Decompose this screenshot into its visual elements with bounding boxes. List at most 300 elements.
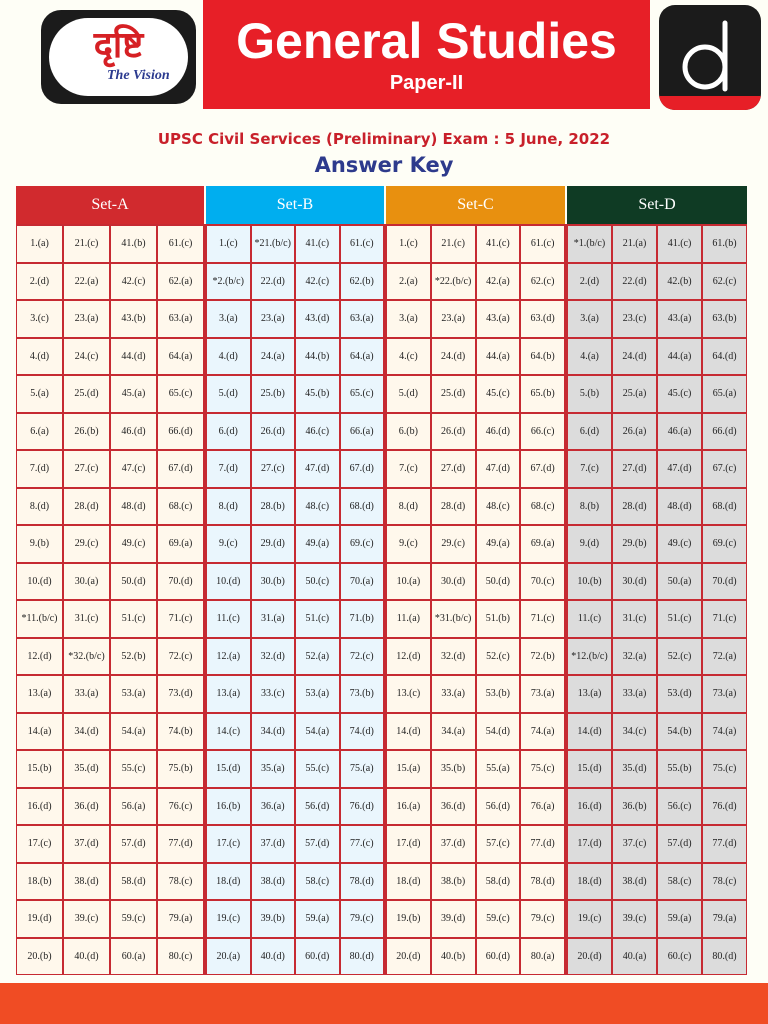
answer-cell: 52.(b)	[111, 639, 156, 675]
answer-cell: 8.(b)	[568, 489, 611, 525]
answer-cell: 52.(a)	[296, 639, 339, 675]
answer-cell: 49.(a)	[296, 526, 339, 562]
answer-cell: 23.(a)	[64, 301, 109, 337]
drishti-d-icon	[659, 5, 761, 110]
answer-cell: 41.(c)	[477, 226, 520, 262]
answer-cell: 50.(d)	[111, 564, 156, 600]
answer-cell: 39.(b)	[252, 901, 295, 937]
answer-cell: 29.(c)	[432, 526, 475, 562]
answer-cell: 18.(b)	[17, 864, 62, 900]
footer-bar	[0, 983, 768, 1024]
answer-cell: 37.(d)	[64, 826, 109, 862]
answer-cell: 11.(a)	[387, 601, 430, 637]
answer-cell: 13.(a)	[17, 676, 62, 712]
answer-cell: 80.(d)	[703, 939, 746, 975]
answer-cell: 10.(d)	[207, 564, 250, 600]
answer-cell: 35.(d)	[613, 751, 656, 787]
answer-cell: 23.(c)	[613, 301, 656, 337]
answer-cell: 67.(c)	[703, 451, 746, 487]
answer-cell: 60.(d)	[296, 939, 339, 975]
answer-cell: 56.(d)	[296, 789, 339, 825]
answer-cell: 66.(d)	[703, 414, 746, 450]
answer-cell: 4.(d)	[17, 339, 62, 375]
answer-cell: 17.(c)	[17, 826, 62, 862]
set-header-row	[16, 186, 747, 224]
answer-cell: 17.(d)	[387, 826, 430, 862]
answer-cell: 44.(a)	[658, 339, 701, 375]
answer-cell: 50.(c)	[296, 564, 339, 600]
answer-cell: 2.(d)	[568, 264, 611, 300]
answer-cell: 34.(d)	[252, 714, 295, 750]
answer-cell: 75.(a)	[341, 751, 384, 787]
answer-cell: 67.(d)	[521, 451, 564, 487]
answer-cell: 25.(d)	[64, 376, 109, 412]
answer-cell: 5.(a)	[17, 376, 62, 412]
answer-cell: 29.(d)	[252, 526, 295, 562]
answer-cell: 3.(a)	[207, 301, 250, 337]
answer-cell: 37.(d)	[432, 826, 475, 862]
answer-cell: 71.(b)	[341, 601, 384, 637]
answer-cell: *1.(b/c)	[568, 226, 611, 262]
answer-cell: 46.(a)	[658, 414, 701, 450]
answer-cell: 3.(a)	[387, 301, 430, 337]
answer-cell: 15.(d)	[207, 751, 250, 787]
answer-cell: 71.(c)	[158, 601, 203, 637]
answer-cell: 80.(d)	[341, 939, 384, 975]
answer-cell: 73.(a)	[521, 676, 564, 712]
answer-cell: 47.(d)	[658, 451, 701, 487]
answer-cell: 76.(d)	[703, 789, 746, 825]
answer-cell: 51.(c)	[658, 601, 701, 637]
answer-cell: 62.(c)	[521, 264, 564, 300]
answer-cell: 66.(d)	[158, 414, 203, 450]
answer-cell: 20.(b)	[17, 939, 62, 975]
answer-cell: 61.(c)	[341, 226, 384, 262]
answer-cell: 29.(b)	[613, 526, 656, 562]
answer-cell: 6.(d)	[207, 414, 250, 450]
answer-cell: 59.(c)	[477, 901, 520, 937]
answer-cell: 61.(c)	[158, 226, 203, 262]
answer-cell: 53.(d)	[658, 676, 701, 712]
logo-tagline: The Vision	[107, 68, 170, 83]
answer-cell: 31.(c)	[613, 601, 656, 637]
answer-cell: 16.(a)	[387, 789, 430, 825]
answer-cell: 26.(a)	[613, 414, 656, 450]
answer-cell: 5.(d)	[387, 376, 430, 412]
answer-cell: 59.(a)	[658, 901, 701, 937]
answer-cell: 36.(d)	[432, 789, 475, 825]
answer-cell: 24.(c)	[64, 339, 109, 375]
answer-cell: 67.(d)	[341, 451, 384, 487]
answer-cell: 22.(a)	[64, 264, 109, 300]
answer-cell: 45.(b)	[296, 376, 339, 412]
page-subtitle: Paper-II	[389, 72, 464, 94]
answer-cell: 73.(b)	[341, 676, 384, 712]
answer-cell: 39.(c)	[64, 901, 109, 937]
answer-cell: 34.(a)	[432, 714, 475, 750]
answer-cell: 54.(a)	[111, 714, 156, 750]
answer-cell: 19.(d)	[17, 901, 62, 937]
answer-cell: 5.(b)	[568, 376, 611, 412]
answer-cell: 17.(d)	[568, 826, 611, 862]
answer-cell: 19.(c)	[207, 901, 250, 937]
answer-cell: 72.(b)	[521, 639, 564, 675]
answer-cell: 72.(c)	[341, 639, 384, 675]
answer-cell: 13.(c)	[387, 676, 430, 712]
answer-cell: 3.(a)	[568, 301, 611, 337]
answer-cell: 3.(c)	[17, 301, 62, 337]
answer-cell: 36.(a)	[252, 789, 295, 825]
answer-cell: 9.(d)	[568, 526, 611, 562]
answer-cell: 66.(a)	[341, 414, 384, 450]
answer-cell: 5.(d)	[207, 376, 250, 412]
answer-cell: 55.(a)	[477, 751, 520, 787]
answer-cell: 57.(c)	[477, 826, 520, 862]
answer-cell: 50.(a)	[658, 564, 701, 600]
answer-cell: 40.(b)	[432, 939, 475, 975]
answer-cell: 30.(d)	[432, 564, 475, 600]
answer-cell: 24.(d)	[432, 339, 475, 375]
answer-cell: 75.(b)	[158, 751, 203, 787]
answer-cell: 46.(d)	[477, 414, 520, 450]
answer-cell: 33.(a)	[64, 676, 109, 712]
answer-cell: 25.(d)	[432, 376, 475, 412]
answer-cell: 67.(d)	[158, 451, 203, 487]
answer-cell: 4.(d)	[207, 339, 250, 375]
answer-cell: 26.(b)	[64, 414, 109, 450]
set-header-set-b: Set-B	[206, 186, 384, 224]
answer-cell: 37.(d)	[252, 826, 295, 862]
answer-cell: 33.(c)	[252, 676, 295, 712]
answer-cell: 8.(d)	[387, 489, 430, 525]
answer-cell: 10.(d)	[17, 564, 62, 600]
answer-cell: 26.(d)	[432, 414, 475, 450]
answer-cell: 24.(d)	[613, 339, 656, 375]
answer-cell: *22.(b/c)	[432, 264, 475, 300]
answer-cell: 48.(c)	[477, 489, 520, 525]
logo-hindi-text: दृष्टि	[93, 25, 144, 66]
answer-cell: 6.(a)	[17, 414, 62, 450]
drishti-logo	[41, 10, 196, 104]
answer-cell: 70.(c)	[521, 564, 564, 600]
answer-cell: 64.(a)	[341, 339, 384, 375]
answer-cell: 52.(c)	[658, 639, 701, 675]
answer-cell: 40.(a)	[613, 939, 656, 975]
answer-cell: 54.(a)	[296, 714, 339, 750]
answer-cell: 43.(b)	[111, 301, 156, 337]
answer-cell: 59.(a)	[296, 901, 339, 937]
answer-cell: 80.(c)	[158, 939, 203, 975]
answer-cell: 70.(a)	[341, 564, 384, 600]
answer-cell: 27.(d)	[613, 451, 656, 487]
answer-cell: 72.(c)	[158, 639, 203, 675]
answer-cell: 37.(c)	[613, 826, 656, 862]
answer-cell: 22.(d)	[613, 264, 656, 300]
answer-cell: 53.(b)	[477, 676, 520, 712]
answer-cell: 75.(c)	[521, 751, 564, 787]
answer-cell: 10.(b)	[568, 564, 611, 600]
answer-cell: 42.(c)	[111, 264, 156, 300]
answer-cell: 7.(d)	[207, 451, 250, 487]
answer-cell: 49.(c)	[658, 526, 701, 562]
set-header-set-a: Set-A	[16, 186, 204, 224]
answer-cell: 51.(b)	[477, 601, 520, 637]
answer-cell: 14.(c)	[207, 714, 250, 750]
answer-cell: 78.(d)	[521, 864, 564, 900]
answer-cell: 14.(d)	[387, 714, 430, 750]
answer-cell: 9.(c)	[207, 526, 250, 562]
answer-cell: 21.(c)	[64, 226, 109, 262]
answer-cell: 69.(a)	[521, 526, 564, 562]
answer-cell: 4.(a)	[568, 339, 611, 375]
answer-cell: 80.(a)	[521, 939, 564, 975]
answer-cell: 25.(b)	[252, 376, 295, 412]
header	[0, 0, 768, 118]
answer-cell: 41.(c)	[296, 226, 339, 262]
answer-cell: 48.(d)	[658, 489, 701, 525]
answer-cell: 63.(d)	[521, 301, 564, 337]
answer-cell: 69.(c)	[341, 526, 384, 562]
answer-cell: 49.(a)	[477, 526, 520, 562]
answer-cell: 8.(d)	[207, 489, 250, 525]
answer-cell: 45.(c)	[477, 376, 520, 412]
answer-cell: 28.(d)	[432, 489, 475, 525]
answer-cell: 6.(d)	[568, 414, 611, 450]
answer-cell: 71.(c)	[521, 601, 564, 637]
answer-cell: 79.(a)	[703, 901, 746, 937]
answer-cell: 18.(d)	[387, 864, 430, 900]
answer-cell: 69.(a)	[158, 526, 203, 562]
answer-cell: 74.(a)	[703, 714, 746, 750]
answer-cell: 53.(a)	[296, 676, 339, 712]
answer-cell: 58.(c)	[296, 864, 339, 900]
page-title: General Studies	[236, 13, 617, 69]
answer-cell: 44.(d)	[111, 339, 156, 375]
answer-cell: 46.(c)	[296, 414, 339, 450]
answer-cell: 43.(d)	[296, 301, 339, 337]
answer-cell: 61.(b)	[703, 226, 746, 262]
answer-cell: 65.(c)	[341, 376, 384, 412]
answer-cell: 79.(a)	[158, 901, 203, 937]
answer-cell: 4.(c)	[387, 339, 430, 375]
answer-cell: 43.(a)	[658, 301, 701, 337]
answer-cell: 20.(a)	[207, 939, 250, 975]
answer-cell: 56.(d)	[477, 789, 520, 825]
answer-cell: 56.(a)	[111, 789, 156, 825]
answer-cell: 51.(c)	[111, 601, 156, 637]
answer-cell: 68.(c)	[158, 489, 203, 525]
answer-cell: *12.(b/c)	[568, 639, 611, 675]
answer-cell: 70.(d)	[703, 564, 746, 600]
answer-cell: 28.(d)	[613, 489, 656, 525]
answer-cell: 42.(a)	[477, 264, 520, 300]
answer-cell: 75.(c)	[703, 751, 746, 787]
answer-cell: 52.(c)	[477, 639, 520, 675]
answer-cell: 40.(d)	[252, 939, 295, 975]
set-header-set-c: Set-C	[386, 186, 565, 224]
answer-cell: 1.(c)	[207, 226, 250, 262]
answer-cell: 31.(a)	[252, 601, 295, 637]
answer-cell: 34.(d)	[64, 714, 109, 750]
answer-cell: 21.(a)	[613, 226, 656, 262]
answer-cell: 51.(c)	[296, 601, 339, 637]
answer-cell: 2.(d)	[17, 264, 62, 300]
answer-cell: 57.(d)	[658, 826, 701, 862]
answer-cell: 36.(d)	[64, 789, 109, 825]
answer-cell: 32.(a)	[613, 639, 656, 675]
answer-cell: 30.(d)	[613, 564, 656, 600]
answer-cell: 29.(c)	[64, 526, 109, 562]
answer-cell: 14.(a)	[17, 714, 62, 750]
answer-cell: 10.(a)	[387, 564, 430, 600]
answer-cell: 36.(b)	[613, 789, 656, 825]
answer-cell: 38.(b)	[432, 864, 475, 900]
answer-cell: 28.(b)	[252, 489, 295, 525]
answer-cell: 18.(d)	[568, 864, 611, 900]
answer-cell: 11.(c)	[568, 601, 611, 637]
answer-cell: 28.(d)	[64, 489, 109, 525]
answer-cell: 54.(d)	[477, 714, 520, 750]
answer-cell: 57.(d)	[111, 826, 156, 862]
answer-cell: 6.(b)	[387, 414, 430, 450]
answer-cell: 57.(d)	[296, 826, 339, 862]
answer-cell: 22.(d)	[252, 264, 295, 300]
answer-cell: 7.(d)	[17, 451, 62, 487]
answer-cell: 13.(a)	[207, 676, 250, 712]
answer-cell: 58.(d)	[111, 864, 156, 900]
answer-cell: 64.(d)	[703, 339, 746, 375]
answer-cell: 19.(b)	[387, 901, 430, 937]
answer-cell: *2.(b/c)	[207, 264, 250, 300]
title-banner	[203, 0, 650, 109]
answer-cell: 48.(d)	[111, 489, 156, 525]
answer-cell: 58.(c)	[658, 864, 701, 900]
answer-cell: 62.(b)	[341, 264, 384, 300]
answer-cell: 25.(a)	[613, 376, 656, 412]
answer-cell: 35.(a)	[252, 751, 295, 787]
answer-cell: 78.(d)	[341, 864, 384, 900]
set-header-set-d: Set-D	[567, 186, 747, 224]
answer-cell: 39.(c)	[613, 901, 656, 937]
answer-cell: 42.(b)	[658, 264, 701, 300]
answer-cell: 44.(a)	[477, 339, 520, 375]
answer-cell: 69.(c)	[703, 526, 746, 562]
answer-cell: 27.(d)	[432, 451, 475, 487]
answer-cell: 12.(d)	[17, 639, 62, 675]
answer-cell: 77.(d)	[158, 826, 203, 862]
answer-cell: 62.(a)	[158, 264, 203, 300]
answer-cell: 34.(c)	[613, 714, 656, 750]
answer-cell: 77.(d)	[521, 826, 564, 862]
answer-cell: 26.(d)	[252, 414, 295, 450]
answer-cell: 62.(c)	[703, 264, 746, 300]
answer-cell: 30.(b)	[252, 564, 295, 600]
answer-cell: 7.(c)	[387, 451, 430, 487]
answer-cell: 47.(d)	[477, 451, 520, 487]
answer-cell: 77.(c)	[341, 826, 384, 862]
answer-cell: 12.(d)	[387, 639, 430, 675]
answer-cell: 64.(a)	[158, 339, 203, 375]
answer-cell: 35.(b)	[432, 751, 475, 787]
answer-cell: 23.(a)	[252, 301, 295, 337]
answer-cell: 49.(c)	[111, 526, 156, 562]
answer-cell: *21.(b/c)	[252, 226, 295, 262]
answer-cell: 30.(a)	[64, 564, 109, 600]
answer-cell: 38.(d)	[252, 864, 295, 900]
answer-cell: 42.(c)	[296, 264, 339, 300]
answer-cell: *11.(b/c)	[17, 601, 62, 637]
answer-cell: 47.(d)	[296, 451, 339, 487]
answer-cell: 50.(d)	[477, 564, 520, 600]
answer-cell: 74.(b)	[158, 714, 203, 750]
answer-cell: 9.(c)	[387, 526, 430, 562]
answer-cell: 68.(d)	[703, 489, 746, 525]
answer-cell: 21.(c)	[432, 226, 475, 262]
answer-cell: 40.(d)	[64, 939, 109, 975]
answer-cell: 66.(c)	[521, 414, 564, 450]
answer-cell: 58.(d)	[477, 864, 520, 900]
answer-key-heading: Answer Key	[314, 153, 454, 177]
answer-cell: 48.(c)	[296, 489, 339, 525]
answer-cell: 73.(a)	[703, 676, 746, 712]
answer-cell: 45.(a)	[111, 376, 156, 412]
answer-cell: 20.(d)	[387, 939, 430, 975]
answer-cell: 1.(a)	[17, 226, 62, 262]
answer-cell: 64.(b)	[521, 339, 564, 375]
answer-cell: 15.(a)	[387, 751, 430, 787]
answer-cell: 60.(c)	[658, 939, 701, 975]
exam-title: UPSC Civil Services (Preliminary) Exam : 5 June, 2022	[157, 130, 611, 148]
answer-cell: 79.(c)	[521, 901, 564, 937]
answer-cell: 15.(b)	[17, 751, 62, 787]
answer-cell: 15.(d)	[568, 751, 611, 787]
answer-cell: 12.(a)	[207, 639, 250, 675]
answer-cell: 33.(a)	[432, 676, 475, 712]
answer-cell: 65.(b)	[521, 376, 564, 412]
answer-cell: 74.(a)	[521, 714, 564, 750]
answer-cell: 44.(b)	[296, 339, 339, 375]
answer-cell: 41.(b)	[111, 226, 156, 262]
answer-cell: 16.(b)	[207, 789, 250, 825]
answer-cell: 46.(d)	[111, 414, 156, 450]
answer-cell: 60.(a)	[111, 939, 156, 975]
answer-cell: 1.(c)	[387, 226, 430, 262]
answer-cell: 13.(a)	[568, 676, 611, 712]
answer-cell: 39.(d)	[432, 901, 475, 937]
answer-cell: 9.(b)	[17, 526, 62, 562]
answer-cell: 20.(d)	[568, 939, 611, 975]
answer-cell: 18.(d)	[207, 864, 250, 900]
answer-cell: 16.(d)	[17, 789, 62, 825]
answer-cell: 17.(c)	[207, 826, 250, 862]
answer-cell: 73.(d)	[158, 676, 203, 712]
answer-cell: 35.(d)	[64, 751, 109, 787]
answer-cell: 24.(a)	[252, 339, 295, 375]
answer-cell: 16.(d)	[568, 789, 611, 825]
answer-cell: 74.(d)	[341, 714, 384, 750]
answer-cell: 59.(c)	[111, 901, 156, 937]
answer-cell: 45.(c)	[658, 376, 701, 412]
answer-cell: 76.(c)	[158, 789, 203, 825]
answer-cell: 65.(a)	[703, 376, 746, 412]
answer-cell: 38.(d)	[64, 864, 109, 900]
answer-cell: 63.(a)	[158, 301, 203, 337]
answer-cell: 65.(c)	[158, 376, 203, 412]
answer-cell: 47.(c)	[111, 451, 156, 487]
answer-cell: 56.(c)	[658, 789, 701, 825]
answer-cell: 19.(c)	[568, 901, 611, 937]
answer-cell: 76.(d)	[341, 789, 384, 825]
